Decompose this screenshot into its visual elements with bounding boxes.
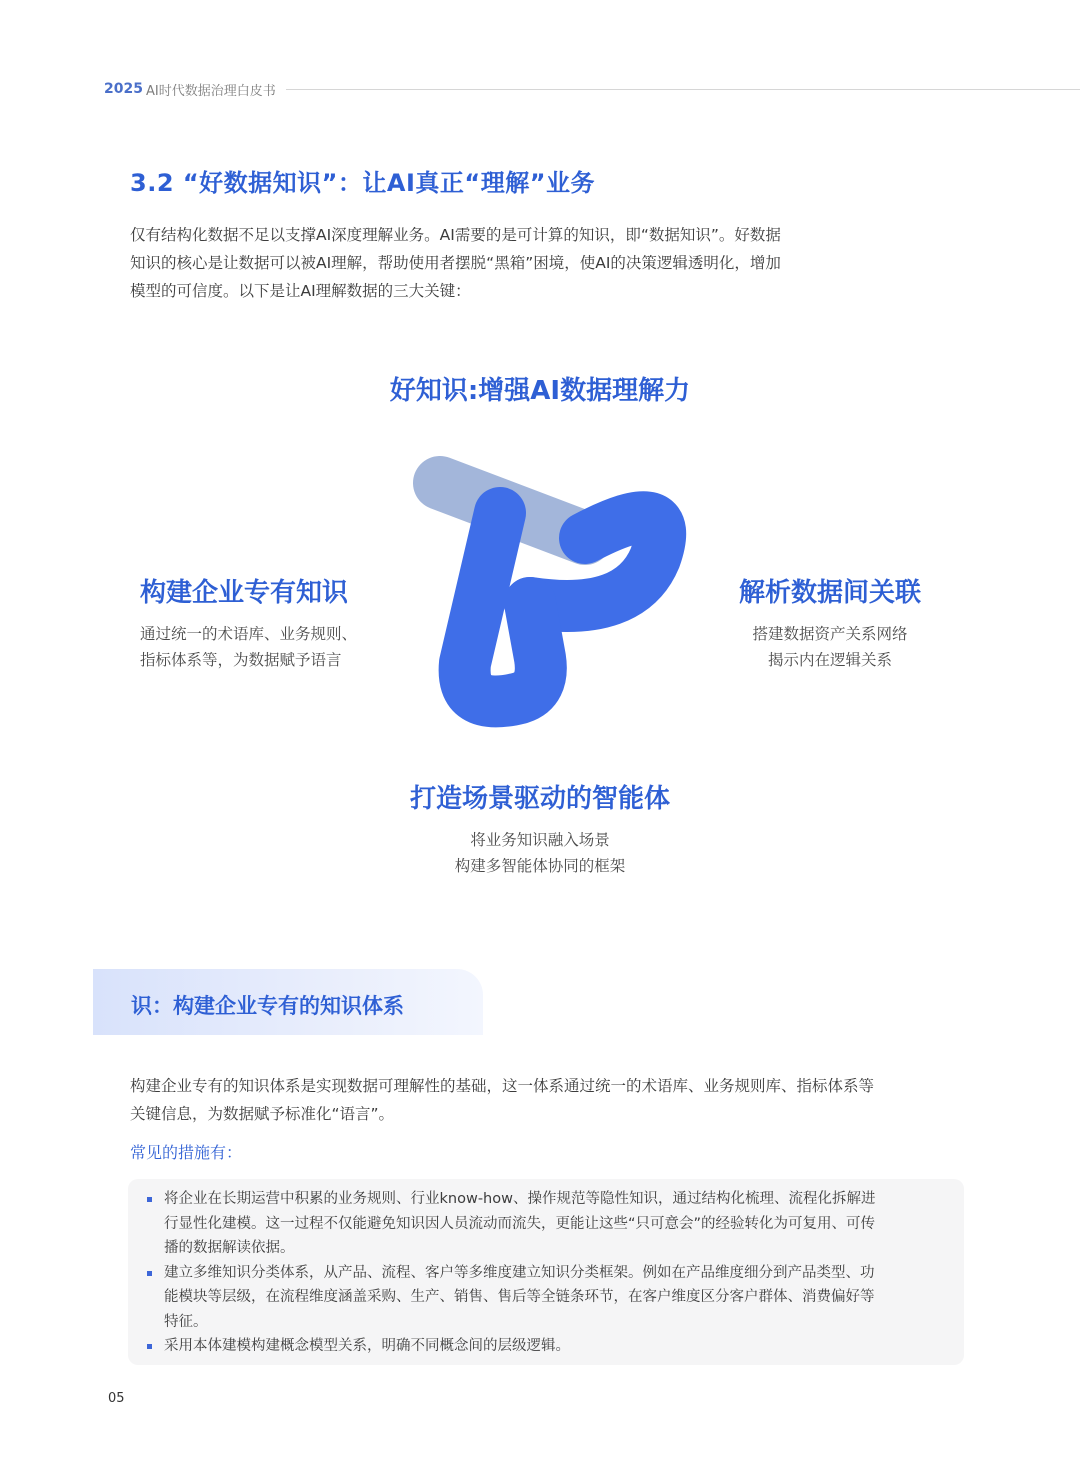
list-item-line: 特征。 [164, 1313, 208, 1330]
bullet-square-icon [147, 1271, 152, 1276]
subsection-body [130, 1072, 980, 1128]
header-year: 2025 [104, 81, 143, 97]
measures-label: 常见的措施有： [130, 1143, 243, 1162]
bullet-square-icon [147, 1344, 152, 1349]
body-line: 构建企业专有的知识体系是实现数据可理解性的基础，这一体系通过统一的术语库、业务规则库、指标体系等 [130, 1077, 875, 1095]
list-item-line: 播的数据解读依据。 [164, 1240, 295, 1256]
intro-line: 知识的核心是让数据可以被AI理解，帮助使用者摆脱“黑箱”困境，使AI的决策逻辑透明化，增加 [130, 254, 781, 272]
feature-right [730, 572, 930, 673]
feature-left-desc-line: 通过统一的术语库、业务规则、 [140, 625, 358, 643]
feature-right-desc-line: 搭建数据资产关系网络 [752, 625, 908, 643]
feature-bottom-desc-line: 构建多智能体协同的框架 [454, 857, 626, 875]
header-title: AI时代数据治理白皮书 [145, 83, 276, 99]
feature-left-desc [140, 621, 357, 673]
triangle-link-logo-icon [380, 428, 690, 738]
page-number: 05 [108, 1391, 125, 1406]
measures-list [128, 1179, 964, 1359]
list-item-line: 将企业在长期运营中积累的业务规则、行业know-how、操作规范等隐性知识，通过结构化梳理、流程化拆解进 [164, 1191, 876, 1207]
list-item-line: 采用本体建模构建概念模型关系，明确不同概念间的层级逻辑。 [164, 1338, 570, 1354]
feature-bottom-desc [0, 827, 1080, 879]
header-divider [286, 89, 1080, 90]
feature-bottom-desc-line: 将业务知识融入场景 [470, 831, 610, 849]
list-item [164, 1187, 944, 1261]
feature-right-title: 解析数据间关联 [738, 578, 921, 608]
section-title: 3.2 “好数据知识”：让AI真正“理解”业务 [130, 169, 595, 197]
intro-line: 仅有结构化数据不足以支撑AI深度理解业务。AI需要的是可计算的知识，即“数据知识”。好数据 [130, 226, 781, 244]
list-item-line: 行显性化建模。这一过程不仅能避免知识因人员流动而流失，更能让这些“只可意会”的经验转化为可复用、可传 [164, 1215, 876, 1232]
subsection-heading-banner [93, 969, 483, 1035]
diagram-title: 好知识:增强AI数据理解力 [389, 376, 691, 406]
feature-bottom [0, 778, 1080, 879]
feature-left-title: 构建企业专有知识 [140, 578, 349, 608]
list-item [164, 1261, 944, 1335]
subsection-heading: 识：构建企业专有的知识体系 [131, 994, 404, 1018]
feature-bottom-title: 打造场景驱动的智能体 [409, 784, 670, 814]
feature-right-desc [730, 621, 930, 673]
list-item-line: 能模块等层级，在流程维度涵盖采购、生产、销售、售后等全链条环节，在客户维度区分客户群体、消费偏好等 [164, 1289, 875, 1305]
body-line: 关键信息，为数据赋予标准化“语言”。 [130, 1105, 395, 1123]
intro-paragraph [130, 221, 890, 305]
list-item-line: 建立多维知识分类体系，从产品、流程、客户等多维度建立知识分类框架。例如在产品维度细分到产品类型、功 [164, 1264, 875, 1281]
intro-line: 模型的可信度。以下是让AI理解数据的三大关键： [130, 282, 471, 300]
feature-right-desc-line: 揭示内在逻辑关系 [767, 651, 892, 669]
page-header [104, 78, 1080, 100]
feature-left-desc-line: 指标体系等，为数据赋予语言 [140, 651, 342, 669]
measures-box [128, 1179, 964, 1365]
list-item [164, 1334, 944, 1359]
bullet-square-icon [147, 1197, 152, 1202]
feature-left [140, 572, 357, 673]
